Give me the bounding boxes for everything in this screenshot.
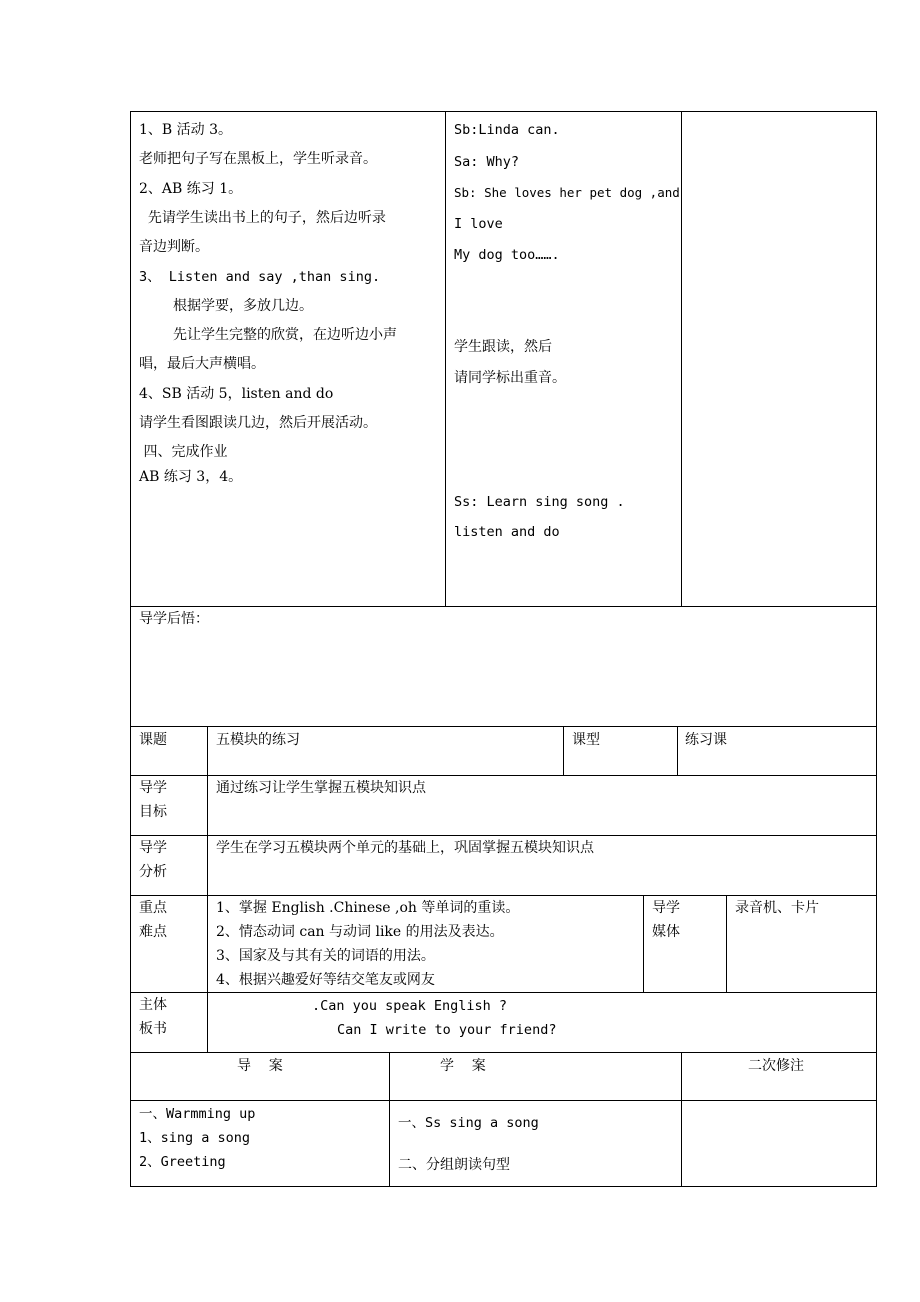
study-header: 学 案 [440,1058,486,1074]
procedure-divider-2 [681,111,682,606]
student-line: Sa: Why? [454,154,520,170]
goal-value: 通过练习让学生掌握五模块知识点 [216,780,426,796]
media-value: 录音机、卡片 [735,900,819,916]
student-line: My dog too……. [454,247,560,263]
key-label: 重点 [139,900,167,916]
teaching-line: 1、B 活动 3。 [139,122,233,138]
study-line: 一、Ss sing a song [398,1115,539,1131]
teaching-line: 2、AB 练习 1。 [139,181,243,197]
key-point: 4、根据兴趣爱好等结交笔友或网友 [216,972,435,988]
teaching-line: 先请学生读出书上的句子，然后边听录 [139,210,386,226]
teaching-line: 老师把句子写在黑板上，学生听录音。 [139,151,377,167]
analysis-label: 导学 [139,840,167,856]
key-point: 2、情态动词 can 与动词 like 的用法及表达。 [216,924,504,940]
teaching-line: 3、 Listen and say ,than sing. [139,269,381,285]
guide-header: 导 案 [237,1058,283,1074]
topic-value: 五模块的练习 [216,732,300,748]
reflection-label: 导学后悟： [139,611,209,627]
student-line: 请同学标出重音。 [454,370,566,386]
study-line: 二、分组朗读句型 [398,1157,510,1173]
board-label: 板书 [139,1021,167,1037]
reflection-box [130,606,877,727]
guide-line: 2、Greeting [139,1154,226,1170]
teaching-line: AB 练习 3，4。 [139,469,243,485]
type-value: 练习课 [685,732,727,748]
teaching-line: 唱，最后大声横唱。 [139,356,265,372]
student-line: Sb: She loves her pet dog ,and [454,185,680,200]
goal-label: 目标 [139,804,167,820]
analysis-label: 分析 [139,864,167,880]
board-label: 主体 [139,997,167,1013]
guide-line: 1、sing a song [139,1130,251,1146]
teaching-line: 音边判断。 [139,239,209,255]
goal-label: 导学 [139,780,167,796]
media-label: 导学 [652,900,680,916]
analysis-value: 学生在学习五模块两个单元的基础上，巩固掌握五模块知识点 [216,840,594,856]
student-line: I love [454,216,503,232]
teaching-line: 4、SB 活动 5，listen and do [139,386,334,402]
teaching-line: 四、完成作业 [139,444,228,460]
teaching-line: 根据学要，多放几边。 [173,298,313,314]
board-line: .Can you speak English ? [312,998,508,1014]
teaching-line: 先让学生完整的欣赏，在边听边小声 [173,327,397,343]
topic-label: 课题 [139,732,167,748]
notes-header: 二次修注 [748,1058,804,1074]
key-label: 难点 [139,924,167,940]
key-point: 3、国家及与其有关的词语的用法。 [216,948,435,964]
student-line: Ss: Learn sing song . [454,494,625,510]
teaching-line: 请学生看图跟读几边，然后开展活动。 [139,415,377,431]
media-label: 媒体 [652,924,680,940]
type-label: 课型 [572,732,600,748]
student-line: listen and do [454,524,560,540]
board-line: Can I write to your friend? [337,1022,557,1038]
key-point: 1、掌握 English .Chinese ,oh 等单词的重读。 [216,900,520,916]
procedure-divider-1 [445,111,446,606]
guide-line: 一、Warmming up [139,1106,256,1122]
student-line: Sb:Linda can. [454,122,560,138]
student-line: 学生跟读，然后 [454,339,552,355]
